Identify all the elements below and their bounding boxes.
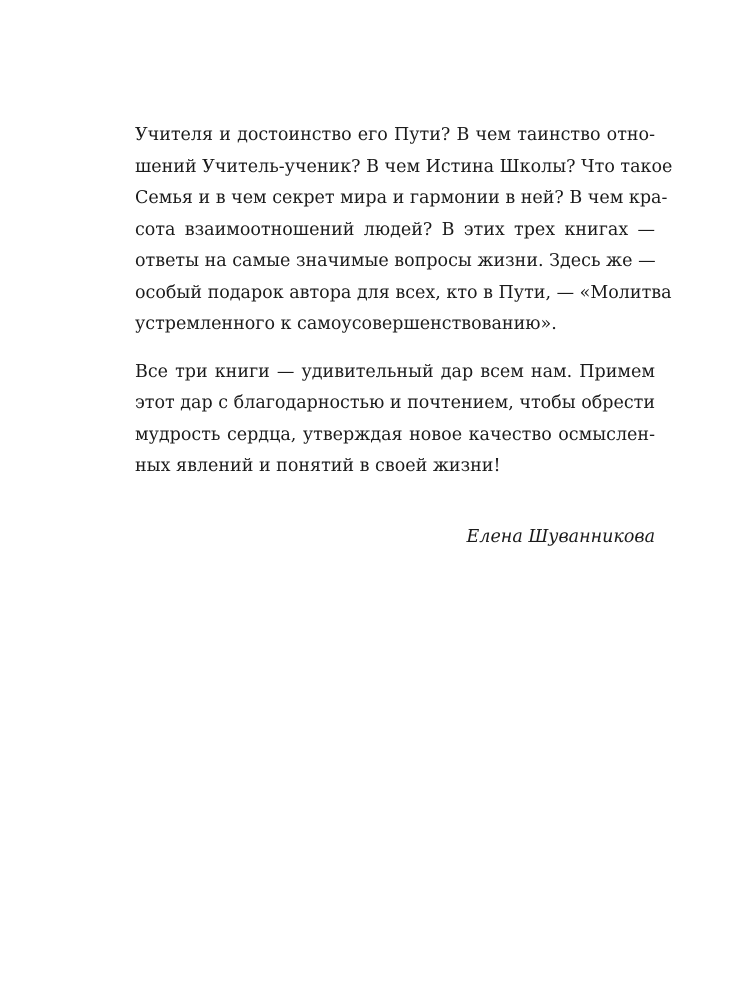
text-line: шений Учитель-ученик? В чем Истина Школы? Что такое xyxy=(135,156,673,177)
text-line: ответы на самые значимые вопросы жизни. Здесь же — xyxy=(135,251,656,271)
text-line: мудрость сердца, утверждая новое качество осмыслен- xyxy=(135,424,655,445)
text-line: ных явлений и понятий в своей жизни! xyxy=(135,456,501,476)
text-line: Все три книги — удивительный дар всем нам. Примем xyxy=(135,361,655,382)
text-line: Учителя и достоинство его Пути? В чем таинство отно- xyxy=(135,125,655,145)
paragraph-2 xyxy=(135,357,655,483)
page-text xyxy=(135,120,673,553)
text-line: этот дар с благодарностью и почтением, чтобы обрести xyxy=(135,393,655,413)
text-line: сота взаимоотношений людей? В этих трех книгах — xyxy=(135,219,655,240)
text-line: устремленного к самоусовершенствованию». xyxy=(135,314,557,334)
author-signature: Елена Шуванникова xyxy=(466,526,655,547)
text-line: Семья и в чем секрет мира и гармонии в ней? В чем кра- xyxy=(135,188,668,208)
text-line: особый подарок автора для всех, кто в Пути, — «Молитва xyxy=(135,282,672,303)
paragraph-1 xyxy=(135,120,673,341)
